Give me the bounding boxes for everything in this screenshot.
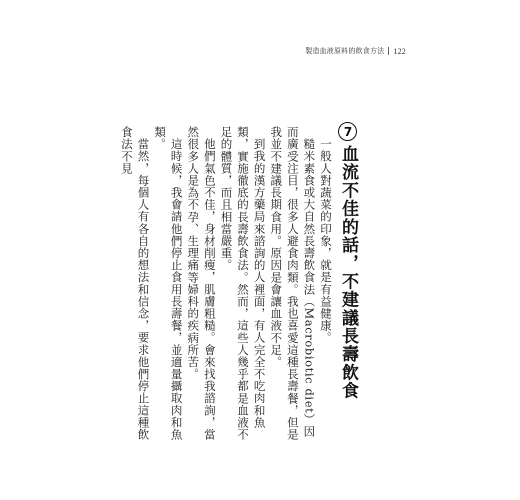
running-header bbox=[305, 46, 406, 56]
running-title: 製造血液原料的飲食方法 bbox=[305, 47, 385, 55]
body-text bbox=[118, 126, 334, 446]
page-number: 122 bbox=[393, 46, 406, 56]
chapter-title: 血流不佳的話，不建議長壽飲食 bbox=[338, 145, 358, 400]
header-divider bbox=[388, 47, 389, 55]
chapter-heading bbox=[338, 122, 358, 400]
paragraph: 這時候，我會請他們停止食用長壽餐，並適量攝取肉和魚類。 bbox=[153, 126, 184, 440]
paragraph: 糙米素食或大自然長壽飲食法（Macrobiotic diet）因而廣受注目，很多人避食肉類。我也喜愛這種長壽餐，但是我並不建議長期食用。原因是會讓血液不足。 bbox=[269, 126, 317, 441]
paragraph: 他們氣色不佳，身材削瘦，肌膚粗糙。會來找我諮詢，當然很多人是為不孕、生理痛等婦科的疾病所苦。 bbox=[186, 126, 217, 440]
paragraph: 一般人對蔬菜的印象，就是有益健康。 bbox=[319, 137, 333, 344]
paragraph: 到我的漢方藥局來諮詢的人裡面，有人完全不吃肉和魚類，實施徹底的長壽飲食法。然而，這些人幾乎都是血液不足的體質，而且相當嚴重。 bbox=[219, 126, 267, 441]
chapter-number-badge: 7 bbox=[338, 122, 357, 141]
paragraph: 當然，每個人有各自的想法和信念，要求他們停止這種飲食法不見 bbox=[119, 126, 151, 440]
